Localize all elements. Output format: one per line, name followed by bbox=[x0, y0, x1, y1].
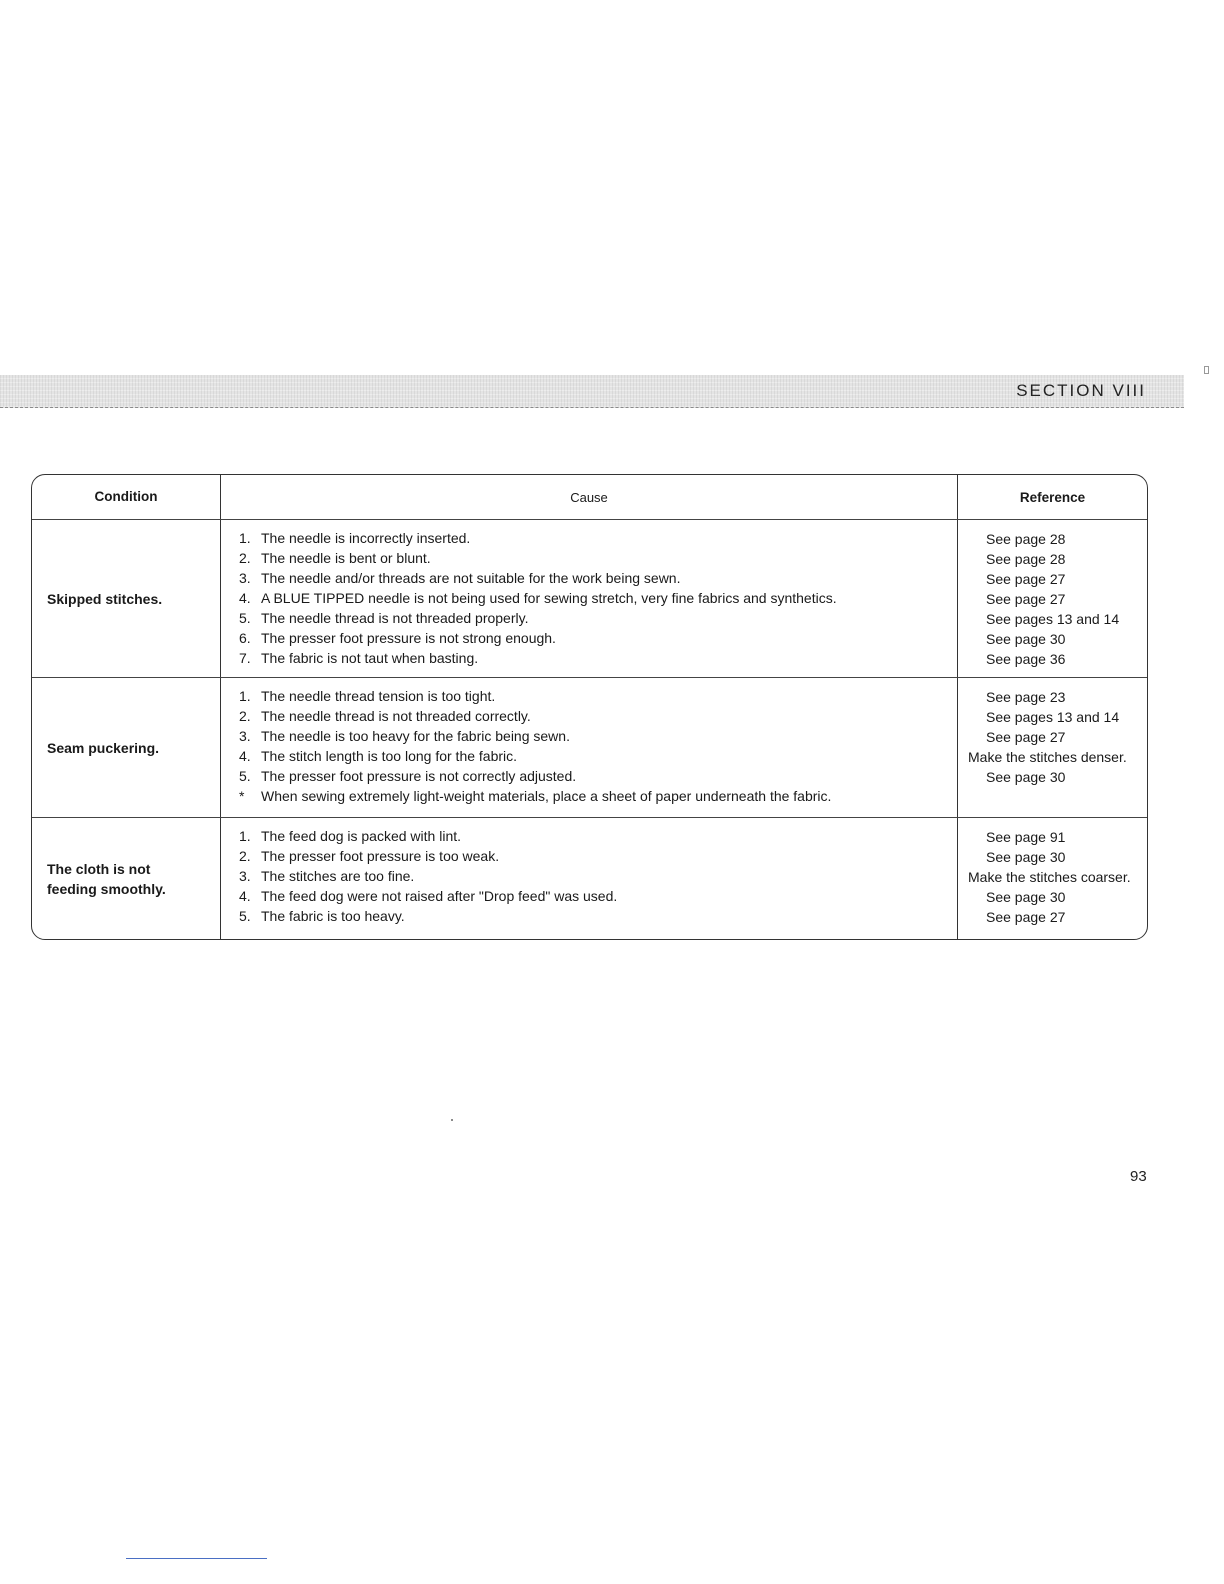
cause-item: 5. The needle thread is not threaded properly. bbox=[239, 610, 529, 626]
troubleshooting-table bbox=[31, 474, 1148, 940]
page-number: 93 bbox=[1130, 1168, 1147, 1185]
reference-cell bbox=[958, 520, 1147, 677]
section-title: SECTION VIII bbox=[1016, 381, 1146, 400]
section-header-band bbox=[0, 375, 1184, 408]
condition-cell bbox=[32, 520, 221, 677]
bottom-rule bbox=[126, 1558, 267, 1559]
condition-text-line: feeding smoothly. bbox=[47, 880, 166, 897]
cause-item: 1. The needle thread tension is too tight. bbox=[239, 688, 496, 704]
cause-item: 5. The presser foot pressure is not correctly adjusted. bbox=[239, 768, 577, 784]
reference-cell bbox=[958, 678, 1147, 817]
reference-cell bbox=[958, 818, 1147, 939]
reference-item: See page 27 bbox=[986, 571, 1066, 587]
reference-item: See page 27 bbox=[986, 591, 1066, 607]
cause-item: 7. The fabric is not taut when basting. bbox=[239, 650, 479, 666]
reference-item: See page 30 bbox=[986, 769, 1066, 785]
cause-item: 4. The stitch length is too long for the fabric. bbox=[239, 748, 518, 764]
reference-item: Make the stitches coarser. bbox=[968, 869, 1131, 885]
header-cause: Cause bbox=[221, 475, 958, 519]
table-row bbox=[32, 519, 1147, 677]
cause-item: 2. The needle thread is not threaded correctly. bbox=[239, 708, 531, 724]
cause-item: 4. The feed dog were not raised after "Drop feed" was used. bbox=[239, 888, 618, 904]
cause-item: 5. The fabric is too heavy. bbox=[239, 908, 405, 924]
table-row bbox=[32, 817, 1147, 939]
reference-item: See pages 13 and 14 bbox=[986, 709, 1120, 725]
condition-text: Seam puckering. bbox=[47, 739, 160, 756]
reference-item: See page 30 bbox=[986, 849, 1066, 865]
cause-item: 2. The needle is bent or blunt. bbox=[239, 550, 431, 566]
cause-item: 3. The needle is too heavy for the fabric being sewn. bbox=[239, 728, 570, 744]
reference-item: See page 27 bbox=[986, 909, 1066, 925]
cause-item: 6. The presser foot pressure is not strong enough. bbox=[239, 630, 556, 646]
cause-cell bbox=[221, 678, 958, 817]
reference-item: See page 28 bbox=[986, 531, 1066, 547]
reference-item: See page 27 bbox=[986, 729, 1066, 745]
cause-item: 2. The presser foot pressure is too weak. bbox=[239, 848, 500, 864]
header-reference: Reference bbox=[1019, 489, 1086, 505]
cause-item: 1. The feed dog is packed with lint. bbox=[239, 828, 462, 844]
condition-text: Skipped stitches. bbox=[47, 590, 163, 607]
condition-text-line: The cloth is not bbox=[47, 860, 151, 877]
edge-mark bbox=[1204, 366, 1209, 374]
cause-item: 1. The needle is incorrectly inserted. bbox=[239, 530, 471, 546]
condition-cell bbox=[32, 678, 221, 817]
cause-item: 3. The stitches are too fine. bbox=[239, 868, 415, 884]
reference-item: See page 36 bbox=[986, 651, 1066, 667]
cause-item: 4. A BLUE TIPPED needle is not being used for sewing stretch, very fine fabrics and synthetics. bbox=[239, 590, 837, 606]
cause-cell bbox=[221, 520, 958, 677]
cause-item: 3. The needle and/or threads are not suitable for the work being sewn. bbox=[239, 570, 681, 586]
condition-cell bbox=[32, 818, 221, 939]
header-condition: Condition bbox=[32, 475, 221, 519]
cause-note: * When sewing extremely light-weight materials, place a sheet of paper underneath the fabric. bbox=[239, 788, 832, 804]
reference-item: See page 28 bbox=[986, 551, 1066, 567]
reference-item: See page 23 bbox=[986, 689, 1066, 705]
reference-item: Make the stitches denser. bbox=[968, 749, 1127, 765]
reference-item: See page 91 bbox=[986, 829, 1066, 845]
scan-speck bbox=[451, 1119, 453, 1121]
reference-item: See pages 13 and 14 bbox=[986, 611, 1120, 627]
table-header-row bbox=[32, 475, 1147, 519]
cause-cell bbox=[221, 818, 958, 939]
reference-item: See page 30 bbox=[986, 631, 1066, 647]
reference-item: See page 30 bbox=[986, 889, 1066, 905]
table-row bbox=[32, 677, 1147, 817]
